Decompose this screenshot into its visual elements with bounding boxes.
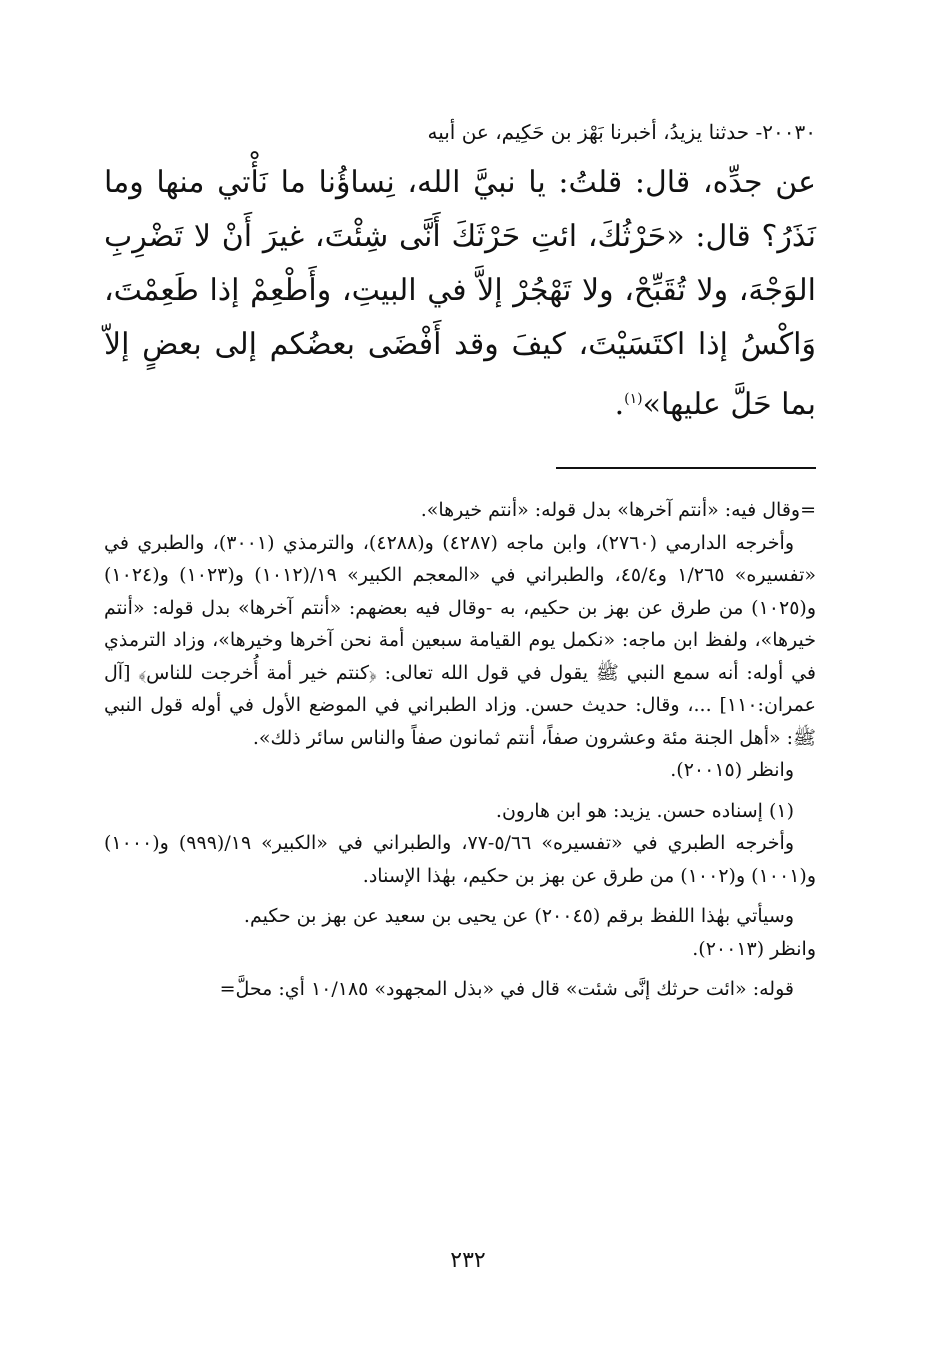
page-number: ٢٣٢	[450, 1248, 486, 1273]
footnote-paragraph: =وقال فيه: «أنتم آخرها» بدل قوله: «أنتم خيرها».	[420, 499, 816, 521]
footnote-reference: (١)	[624, 391, 643, 407]
hadith-text	[104, 156, 816, 432]
hadith-end-mark: .	[614, 387, 625, 422]
footnote-paragraph: قوله: «ائت حرثك إنَّى شئت» قال في «بذل المجهود» ١٠/١٨٥ أي: محلَّ=	[219, 978, 794, 1000]
footnotes	[104, 494, 816, 1006]
footnote-paragraph: وأخرجه الدارمي (٢٧٦٠)، وابن ماجه (٤٢٨٧) و(٤٢٨٨)، والترمذي (٣٠٠١)، والطبري في «تفسيره» ١/٢٦٥ و٤٥/٤، والطبراني في «المعجم الكبير» ١٩/(١٠١٢) و(١٠٢٣) و(١٠٢٤) و(١٠٢٥) من طرق عن بهز بن حكيم، به -وقال فيه بعضهم: «أنتم آخرها» بدل قوله: «أنتم خيرها»، ولفظ ابن ماجه: «نكمل يوم القيامة سبعين أمة نحن آخرها وخيرها»، وزاد الترمذي في أوله: أنه سمع النبي ﷺ يقول في قول الله تعالى: ﴿كنتم خير أمة أُخرجت للناس﴾ [آل عمران:١١٠] ...، وقال: حديث حسن. وزاد الطبراني في الموضع الأول في أوله قول النبي ﷺ: «أهل الجنة مئة وعشرون صفاً، أنتم ثمانون صفاً والناس سائر ذلك».	[104, 531, 817, 749]
footnote-paragraph: وانظر (٢٠٠١٥).	[670, 759, 794, 781]
hadith-block	[104, 112, 816, 432]
footnote-paragraph: وأخرجه الطبري في «تفسيره» ٥/٦٦-٧٧، والطبراني في «الكبير» ١٩/(٩٩٩) و(١٠٠٠) و(١٠٠١) و(١٠٠٢) من طرق عن بهز بن حكيم، بهٰذا الإسناد.	[104, 832, 816, 887]
hadith-body-text: عن جدِّه، قال: قلتُ: يا نبيَّ الله، نِساؤُنا ما نَأْتي منها وما نَذَرُ؟ قال: «حَرْثُكَ، ائتِ حَرْثَكَ أَنَّى شِئْتَ، غيرَ أَنْ لا تَضْرِبِ الوَجْهَ، ولا تُقَبِّحْ، ولا تَهْجُرْ إلاَّ في البيتِ، وأَطْعِمْ إذا طَعِمْتَ، وَاكْسُ إذا اكتَسَيْتَ، كيفَ وقد أَفْضَى بعضُكم إلى بعضٍ إلاّ بما حَلَّ عليها»	[104, 165, 817, 422]
footnote-paragraph: (١) إسناده حسن. يزيد: هو ابن هارون.	[495, 799, 794, 822]
hadith-header: ٢٠٠٣٠- حدثنا يزيدُ، أخبرنا بَهْز بن حَكِيم، عن أبيه	[427, 120, 816, 144]
footnote-paragraph: وانظر (٢٠٠١٣).	[692, 937, 816, 960]
footnote-divider	[556, 467, 816, 469]
footnote-paragraph: وسيأتي بهٰذا اللفظ برقم (٢٠٠٤٥) عن يحيى بن سعيد عن بهز بن حكيم.	[243, 905, 794, 927]
